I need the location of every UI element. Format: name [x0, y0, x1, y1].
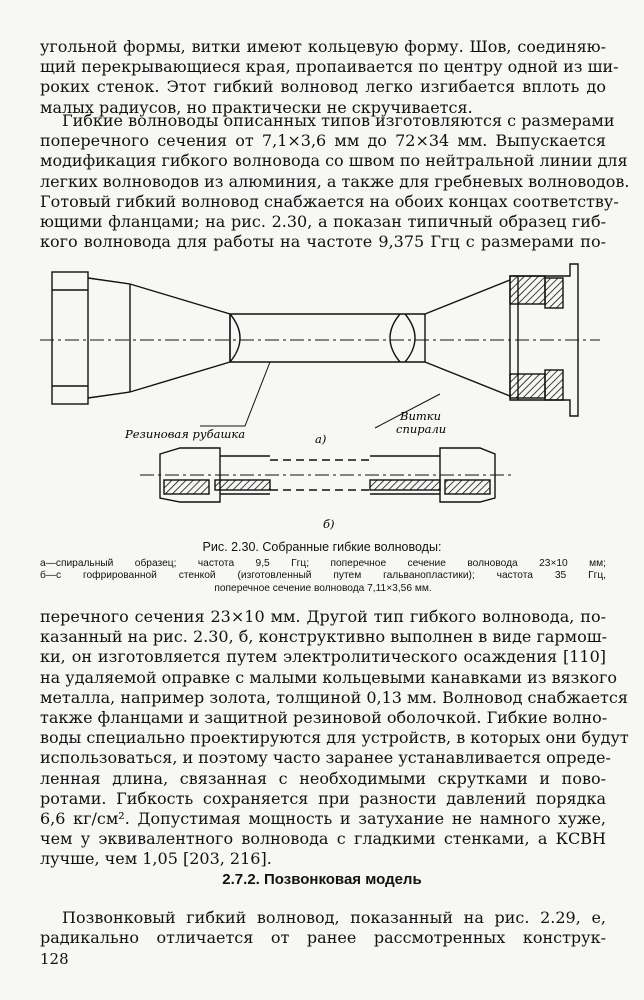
section-heading: 2.7.2. Позвонковая модель	[222, 871, 422, 888]
figure-caption-title: Рис. 2.30. Собранные гибкие волноводы:	[202, 540, 442, 554]
right-taper	[425, 280, 510, 396]
text-line: металла, например золота, толщиной 0,13 мм. Волновод снабжается	[40, 687, 628, 707]
label-coils-2: спирали	[396, 422, 447, 436]
text-line: воды специально проектируются для устройств, в которых они будут	[40, 728, 629, 748]
text-line: на удаляемой оправке с малыми кольцевыми канавками из вязкого	[40, 667, 618, 687]
text-line: Позвонковый гибкий волновод, показанный на рис. 2.29, е,	[62, 908, 606, 927]
text-line: лучше, чем 1,05 [203, 216].	[40, 849, 272, 869]
text-line: Гибкие волноводы описанных типов изготовляются с размерами	[62, 111, 615, 130]
text-line: казанный на рис. 2.30, б, конструктивно выполнен в виде гармош-	[40, 627, 607, 647]
waveguide-b-drawing	[140, 448, 515, 502]
text-line: Готовый гибкий волновод снабжается на обоих концах соответству-	[40, 191, 619, 211]
text-line: ющими фланцами; на рис. 2.30, а показан типичный образец гиб-	[40, 212, 606, 232]
text-line: щий перекрывающиеся края, пропаивается по центру одной из ши-	[40, 57, 619, 77]
text-line: малых радиусов, но практически не скручивается.	[40, 97, 473, 117]
text-line: 6,6 кг/см². Допустимая мощность и затухание не намного хуже,	[40, 809, 606, 829]
caption-line: поперечное сечение волновода 7,11×3,56 мм.	[214, 582, 432, 594]
text-line: модификация гибкого волновода со швом по нейтральной линии для	[40, 151, 628, 171]
text-line: роких стенок. Этот гибкий волновод легко изгибается вплоть до	[40, 77, 606, 97]
label-a: а)	[315, 432, 327, 446]
text-line: легких волноводов из алюминия, а также для гребневых волноводов.	[40, 171, 630, 191]
paragraph-2	[40, 111, 630, 252]
left-flange	[52, 272, 88, 404]
text-line: использоваться, и поэтому часто заранее устанавливается опреде-	[40, 748, 611, 768]
caption-line: а—спиральный образец; частота 9,5 Ггц; поперечное сечение волновода 23×10 мм;	[40, 558, 606, 569]
left-taper	[88, 278, 230, 398]
caption-line: б—с гофрированной стенкой (изготовленный путем гальванопластики); частота 35 Ггц,	[40, 570, 606, 582]
text-line: ротами. Гибкость сохраняется при разности давлений порядка	[40, 788, 606, 808]
label-rubber-jacket: Резиновая рубашка	[125, 427, 246, 441]
waveguide-a-drawing	[40, 264, 600, 428]
text-line: чем у эквивалентного волновода с гладкими стенками, а КСВН	[40, 829, 606, 849]
text-line: ленная длина, связанная с необходимыми скрутками и пово-	[40, 768, 606, 788]
paragraph-1	[40, 37, 619, 118]
text-line: радикально отличается от ранее рассмотренных конструк-	[40, 928, 606, 948]
text-line: кого волновода для работы на частоте 9,375 Ггц с размерами по-	[40, 232, 606, 252]
central-tube	[230, 314, 425, 362]
paragraph-4	[40, 908, 606, 948]
text-line: перечного сечения 23×10 мм. Другой тип гибкого волновода, по-	[40, 607, 606, 626]
label-coils-1: Витки	[400, 409, 442, 423]
text-line: поперечного сечения от 7,1×3,6 мм до 72×34 мм. Выпускается	[40, 131, 606, 151]
figure-caption	[40, 558, 606, 595]
page-number: 128	[40, 950, 69, 968]
text-line: также фланцами и защитной резиновой оболочкой. Гибкие волно-	[40, 708, 608, 728]
text-line: угольной формы, витки имеют кольцевую форму. Шов, соединяю-	[40, 37, 606, 56]
paragraph-3	[40, 607, 629, 870]
label-b: б)	[323, 517, 335, 531]
figure-flexible-waveguides	[40, 258, 610, 540]
text-line: ки, он изготовляется путем электролитического осаждения [110]	[40, 647, 606, 667]
